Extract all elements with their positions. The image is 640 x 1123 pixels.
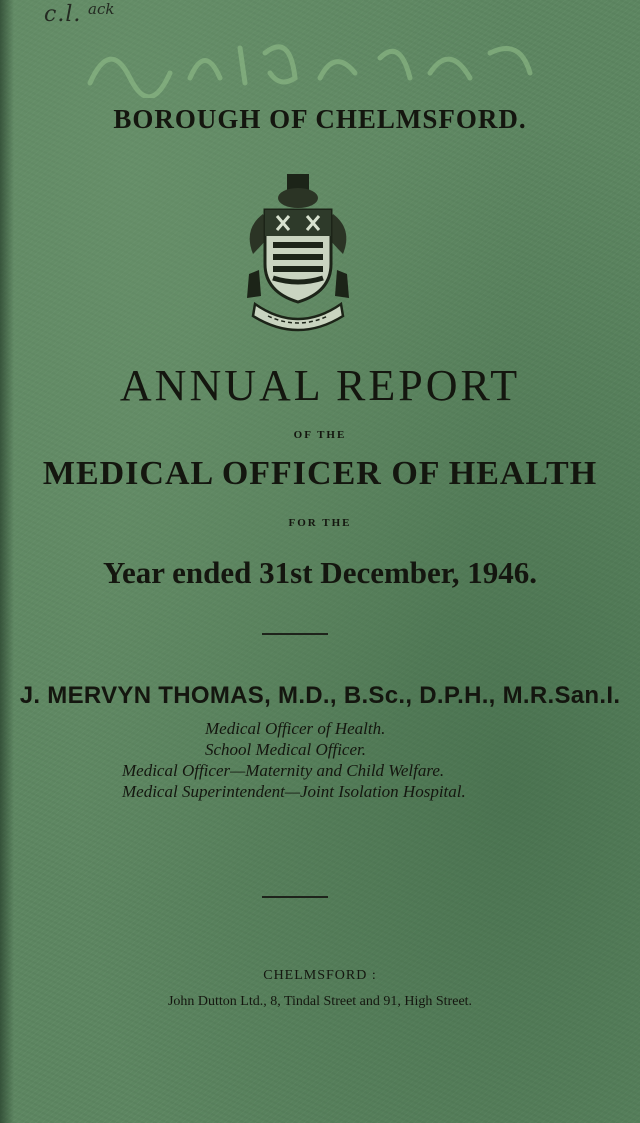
- divider-rule: [262, 633, 328, 635]
- report-title: ANNUAL REPORT: [119, 361, 521, 410]
- author-role: Medical Officer of Health.: [205, 719, 386, 738]
- of-the-connector: OF THE: [293, 429, 347, 441]
- faded-stamp-watermark: [80, 28, 550, 98]
- handwritten-note: c.l.: [44, 2, 82, 27]
- divider-rule: [262, 896, 328, 898]
- author-role: Medical Officer—Maternity and Child Welfare.: [122, 761, 445, 780]
- imprint-place: CHELMSFORD :: [263, 968, 377, 983]
- report-period: Year ended 31st December, 1946.: [103, 555, 537, 590]
- handwritten-note-2: ack: [88, 0, 115, 18]
- author-role: School Medical Officer.: [205, 740, 366, 759]
- author-name: J. MERVYN THOMAS, M.D., B.Sc., D.P.H., M.R.San.I.: [19, 682, 621, 709]
- borough-heading: BOROUGH OF CHELMSFORD.: [113, 104, 527, 134]
- report-subject: MEDICAL OFFICER OF HEALTH: [42, 455, 598, 492]
- borough-coat-of-arms-icon: [243, 174, 353, 334]
- imprint-printer: John Dutton Ltd., 8, Tindal Street and 91, High Street.: [167, 994, 473, 1009]
- author-role: Medical Superintendent—Joint Isolation Hospital.: [122, 782, 466, 801]
- for-the-connector: FOR THE: [288, 517, 352, 529]
